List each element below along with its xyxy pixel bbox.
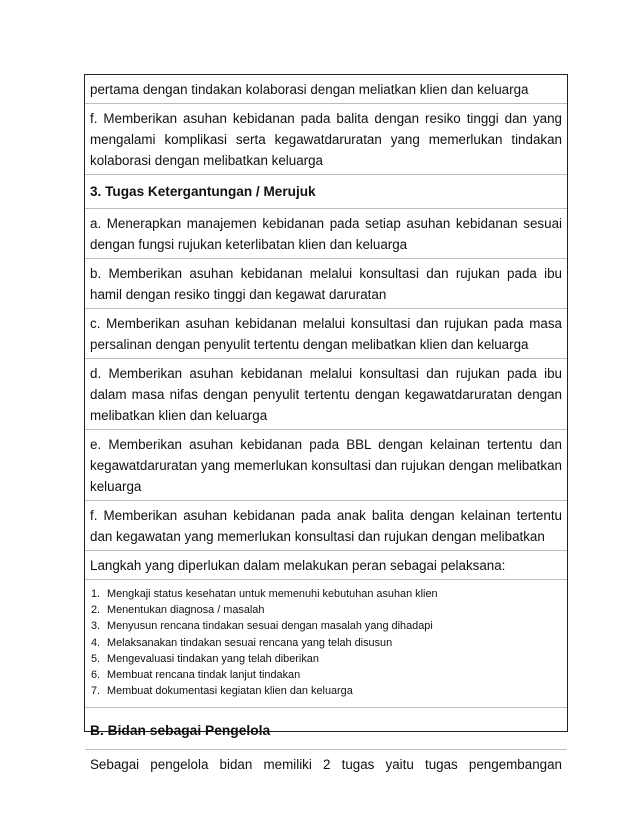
list-item: 3. Menyusun rencana tindakan sesuai dengan masalah yang dihadapi	[91, 620, 433, 633]
text-row-continuation: pertama dengan tindakan kolaborasi dengan meliatkan klien dan keluarga	[85, 75, 567, 104]
text-row-f-balita: f. Memberikan asuhan kebidanan pada balita dengan resiko tinggi dan yang mengalami komplikasi serta kegawatdaruratan yang memerlukan tindakan kolaborasi dengan melibatkan keluarga	[85, 104, 567, 175]
list-item: 2. Menentukan diagnosa / masalah	[91, 604, 265, 617]
text-row-f-anak-balita: f. Memberikan asuhan kebidanan pada anak balita dengan kelainan tertentu dan kegawatan yang memerlukan konsultasi dan rujukan dengan melibatkan	[85, 501, 567, 551]
text-row-b: b. Memberikan asuhan kebidanan melalui konsultasi dan rujukan pada ibu hamil dengan resiko tinggi dan kegawat daruratan	[85, 259, 567, 309]
section-heading-b: B. Bidan sebagai Pengelola	[85, 708, 567, 750]
list-item: 1. Mengkaji status kesehatan untuk memenuhi kebutuhan asuhan klien	[91, 588, 438, 600]
list-item: 4. Melaksanakan tindakan sesuai rencana yang telah disusun	[91, 636, 393, 649]
list-item: 7. Membuat dokumentasi kegiatan klien dan keluarga	[91, 685, 353, 698]
text-row-c: c. Memberikan asuhan kebidanan melalui konsultasi dan rujukan pada masa persalinan dengan penyulit tertentu dengan melibatkan klien dan keluarga	[85, 309, 567, 359]
text-row-pengelola: Sebagai pengelola bidan memiliki 2 tugas yaitu tugas pengembangan	[90, 757, 562, 773]
text-row-langkah: Langkah yang diperlukan dalam melakukan peran sebagai pelaksana:	[85, 551, 567, 580]
text-row-d: d. Memberikan asuhan kebidanan melalui konsultasi dan rujukan pada ibu dalam masa nifas dengan penyulit tertentu dengan kegawatdaruratan dengan melibatkan klien dan keluarga	[85, 359, 567, 430]
section-heading-3: 3. Tugas Ketergantungan / Merujuk	[85, 175, 567, 209]
text-row-a: a. Menerapkan manajemen kebidanan pada setiap asuhan kebidanan sesuai dengan fungsi rujukan keterlibatan klien dan keluarga	[85, 209, 567, 259]
document-table	[84, 74, 568, 773]
text-row-e: e. Memberikan asuhan kebidanan pada BBL dengan kelainan tertentu dan kegawatdaruratan yang memerlukan konsultasi dan rujukan dengan melibatkan keluarga	[85, 430, 567, 501]
steps-list	[85, 580, 567, 708]
list-item: 6. Membuat rencana tindak lanjut tindakan	[91, 669, 301, 682]
list-item: 5. Mengevaluasi tindakan yang telah diberikan	[91, 652, 319, 665]
